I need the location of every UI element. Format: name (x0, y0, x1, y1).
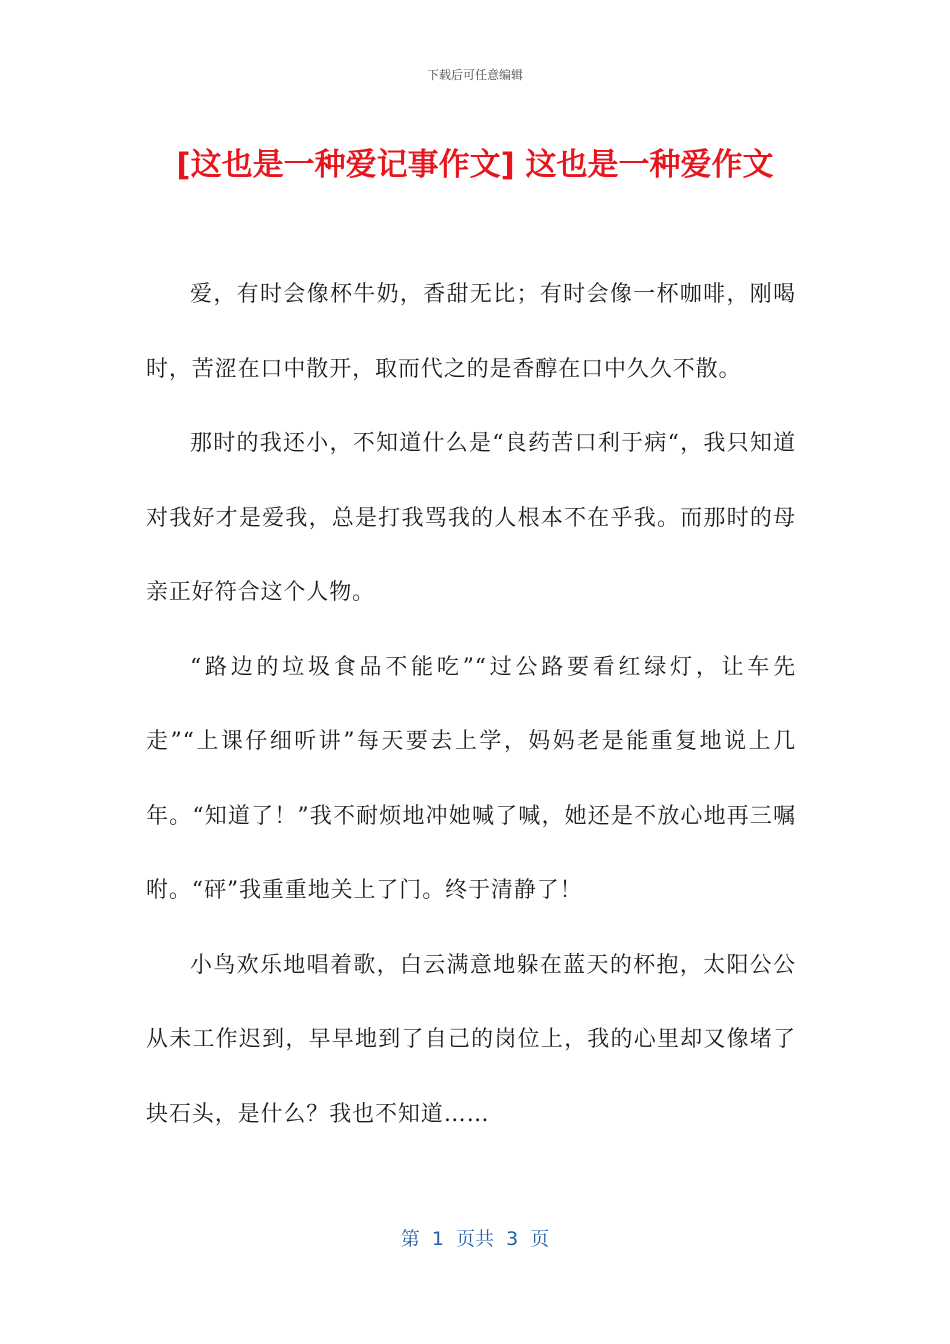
page-header-note: 下载后可任意编辑 (426, 68, 523, 82)
document-title: [这也是一种爱记事作文] 这也是一种爱作文 (176, 147, 774, 183)
paragraph-4: 小鸟欢乐地唱着歌，白云满意地躲在蓝天的杯抱，太阳公公从未工作迟到，早早地到了自己的岗位上，我的心里却又像堵了块石头，是什么？我也不知道…… (146, 952, 796, 1127)
page-number-footer: 第 1 页共 3 页 (400, 1228, 550, 1250)
paragraph-3: “路边的垃圾食品不能吃”“过公路要看红绿灯，让车先走”“上课仔细听讲”每天要去上学，妈妈老是能重复地说上几年。“知道了！”我不耐烦地冲她喊了喊，她还是不放心地再三嘱咐。“砰”我重重地关上了门。终于清静了！ (146, 654, 796, 903)
paragraph-1: 爱，有时会像杯牛奶，香甜无比；有时会像一杯咖啡，刚喝时，苦涩在口中散开，取而代之的是香醇在口中久久不散。 (146, 282, 796, 382)
document-body (146, 258, 796, 1152)
paragraph-2: 那时的我还小，不知道什么是“良药苦口利于病“，我只知道对我好才是爱我，总是打我骂我的人根本不在乎我。而那时的母亲正好符合这个人物。 (146, 431, 796, 605)
